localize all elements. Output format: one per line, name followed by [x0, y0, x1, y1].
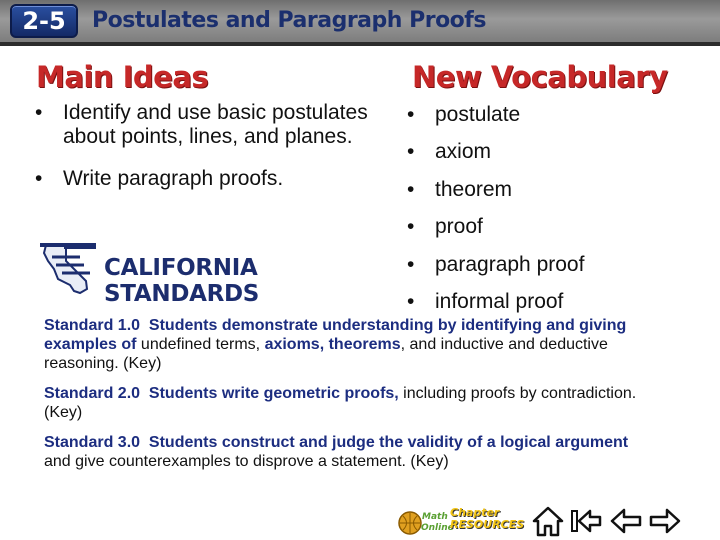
lesson-number-badge: 2-5 [10, 4, 78, 38]
header-divider [0, 42, 720, 46]
vocabulary-item: • postulate [407, 100, 707, 137]
chapter-resources-label [450, 507, 524, 531]
standard-3-text-bold: Students construct and judge the validity of a logical argument [148, 434, 629, 451]
math-online-line-1: Math [422, 512, 448, 522]
standard-3 [44, 433, 644, 471]
chapter-resources-button[interactable] [450, 505, 526, 539]
next-icon[interactable] [648, 505, 682, 537]
home-icon[interactable] [531, 505, 565, 537]
standard-2-text-bold: Students write geometric proofs, [148, 385, 399, 402]
standard-3-label: Standard 3.0 [44, 434, 141, 451]
vocabulary-list [407, 100, 707, 324]
standard-1-text: undefined terms, [136, 336, 265, 353]
standard-3-text: and give counterexamples to disprove a statement. (Key) [44, 453, 449, 470]
standard-2-label: Standard 2.0 [44, 385, 141, 402]
resources-line-1: Chapter [450, 506, 500, 519]
header-bar [0, 0, 720, 42]
first-page-icon[interactable] [569, 505, 603, 537]
new-vocabulary-heading: New Vocabulary [412, 60, 668, 94]
standard-1-label: Standard 1.0 [44, 317, 141, 334]
math-online-button[interactable] [396, 505, 454, 539]
standard-1-text-2: , and inductive and deductive reasoning. (Key) [44, 336, 608, 372]
previous-icon[interactable] [609, 505, 643, 537]
main-idea-item: • Identify and use basic postulates about points, lines, and planes. [35, 101, 395, 149]
standard-1 [44, 316, 644, 373]
vocabulary-item: • axiom [407, 137, 707, 174]
california-map-icon [40, 243, 96, 295]
vocabulary-item: • proof [407, 212, 707, 249]
standard-1-text-bold-2: axioms, theorems [264, 336, 401, 353]
standard-2 [44, 384, 644, 422]
california-standards-banner [40, 243, 385, 307]
math-online-line-2: Online [421, 523, 454, 533]
lesson-title: Postulates and Paragraph Proofs [92, 8, 486, 33]
resources-line-2: RESOURCES [450, 518, 525, 531]
california-standards-label: CALIFORNIA STANDARDS [104, 255, 260, 307]
standard-1-text-bold: Students demonstrate understanding by identifying and giving examples of [44, 317, 627, 353]
vocabulary-item: • informal proof [407, 287, 707, 324]
standard-2-text: including proofs by contradiction. (Key) [44, 385, 637, 421]
standards-section [44, 316, 644, 482]
vocabulary-item: • paragraph proof [407, 250, 707, 287]
main-ideas-heading: Main Ideas [36, 60, 209, 94]
main-ideas-list [35, 101, 395, 209]
main-idea-item: • Write paragraph proofs. [35, 167, 395, 191]
vocabulary-item: • theorem [407, 175, 707, 212]
